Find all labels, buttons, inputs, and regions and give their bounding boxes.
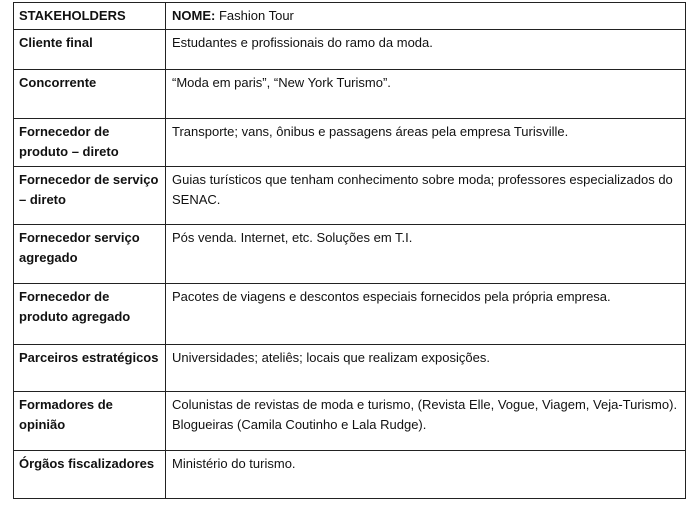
table-row (14, 284, 686, 345)
stakeholders-header: STAKEHOLDERS (14, 3, 166, 30)
project-name-cell (166, 3, 686, 30)
row-label: Formadores de opinião (14, 392, 166, 451)
row-value: Colunistas de revistas de moda e turismo, (Revista Elle, Vogue, Viagem, Veja-Turismo). Blogueiras (Camila Coutinho e Lala Rudge). (166, 392, 686, 451)
row-label: Fornecedor de serviço – direto (14, 167, 166, 225)
row-value: Estudantes e profissionais do ramo da moda. (166, 30, 686, 70)
row-value: Ministério do turismo. (166, 451, 686, 499)
stakeholders-table (13, 2, 686, 499)
table-row (14, 392, 686, 451)
table-row (14, 225, 686, 284)
table-row (14, 167, 686, 225)
row-value: Guias turísticos que tenham conhecimento sobre moda; professores especializados do SENAC. (166, 167, 686, 225)
table-row (14, 30, 686, 70)
row-label: Cliente final (14, 30, 166, 70)
table-row (14, 451, 686, 499)
row-label: Fornecedor serviço agregado (14, 225, 166, 284)
row-value: Pacotes de viagens e descontos especiais fornecidos pela própria empresa. (166, 284, 686, 345)
row-value: Transporte; vans, ônibus e passagens áreas pela empresa Turisville. (166, 119, 686, 167)
table-header-row (14, 3, 686, 30)
project-name: Fashion Tour (218, 8, 294, 23)
row-label: Órgãos fiscalizadores (14, 451, 166, 499)
name-label: NOME: (172, 8, 216, 23)
table-row (14, 345, 686, 392)
row-label: Concorrente (14, 70, 166, 119)
row-label: Fornecedor de produto – direto (14, 119, 166, 167)
table-row (14, 119, 686, 167)
table-row (14, 70, 686, 119)
row-value: Universidades; ateliês; locais que realizam exposições. (166, 345, 686, 392)
row-label: Fornecedor de produto agregado (14, 284, 166, 345)
row-value: “Moda em paris”, “New York Turismo”. (166, 70, 686, 119)
row-label: Parceiros estratégicos (14, 345, 166, 392)
row-value: Pós venda. Internet, etc. Soluções em T.I. (166, 225, 686, 284)
